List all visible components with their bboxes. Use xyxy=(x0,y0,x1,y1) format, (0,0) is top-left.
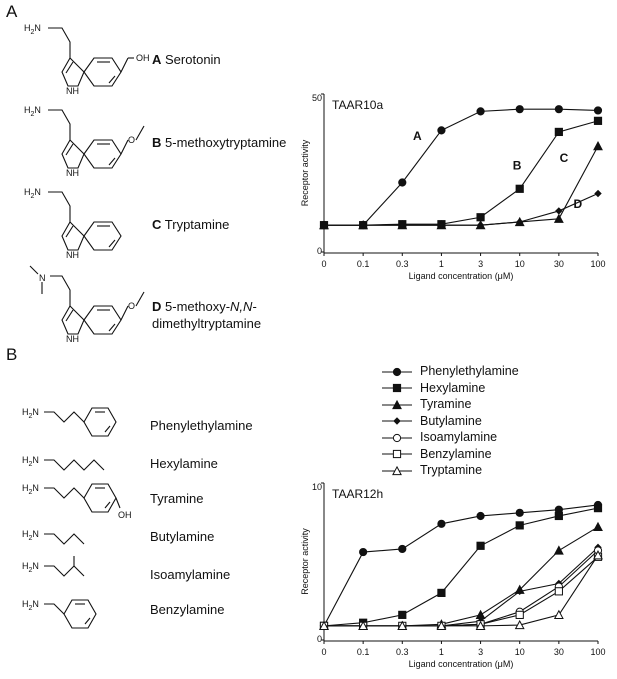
data-point xyxy=(594,117,601,124)
compound-tyramine: Tyramine xyxy=(150,491,204,506)
meo-dmt-n: N xyxy=(39,273,46,283)
data-point xyxy=(438,520,445,527)
x-tick-label: 1 xyxy=(438,259,444,269)
data-point xyxy=(438,127,445,134)
data-point xyxy=(477,542,484,549)
curve-label-a: A xyxy=(413,128,422,143)
compound-hexylamine: Hexylamine xyxy=(150,456,218,471)
compound-butylamine: Butylamine xyxy=(150,529,215,544)
methoxytryptamine-h2n: $H_2N$ xyxy=(24,105,41,118)
x-tick-label: 30 xyxy=(553,647,564,657)
compound-d-label: D 5-methoxy-N,N- dimethyltryptamine xyxy=(152,299,262,331)
methoxytryptamine-structure xyxy=(20,96,160,188)
data-point xyxy=(477,512,484,519)
chart-taar12h xyxy=(290,475,612,675)
x-tick-label: 30 xyxy=(553,259,564,269)
meo-dmt-nh: NH xyxy=(66,334,79,344)
data-point xyxy=(555,611,563,619)
legend-item xyxy=(380,430,497,445)
curve-label-c: C xyxy=(559,150,569,165)
legend-item xyxy=(380,414,482,429)
x-tick-label: 1 xyxy=(438,647,444,657)
data-point xyxy=(476,611,484,619)
x-tick-label: 100 xyxy=(590,647,606,657)
x-tick-label: 10 xyxy=(514,259,525,269)
benzylamine-h2n: $H_2N$ xyxy=(22,599,39,612)
compound-b-label: B 5-methoxytryptamine xyxy=(152,135,287,150)
legend-label: Benzylamine xyxy=(420,446,492,461)
chart-title: TAAR12h xyxy=(332,487,384,501)
tryptamine-structure xyxy=(20,178,150,268)
legend-label: Isoamylamine xyxy=(420,430,498,444)
legend-swatch xyxy=(380,447,414,461)
data-point xyxy=(516,522,523,529)
curve-label-b: B xyxy=(512,158,522,173)
legend-label: Tryptamine xyxy=(420,463,483,477)
legend-swatch xyxy=(380,365,414,379)
series-line xyxy=(324,146,598,225)
data-point xyxy=(555,106,562,113)
isoamylamine-h2n: $H_2N$ xyxy=(22,561,39,574)
x-tick-label: 0.3 xyxy=(396,647,409,657)
chart-title: TAAR10a xyxy=(332,98,384,112)
phenylethylamine-structure xyxy=(20,398,150,438)
compound-isoamylamine: Isoamylamine xyxy=(150,567,231,582)
x-axis-label: Ligand concentration (μM) xyxy=(408,659,514,669)
x-tick-label: 3 xyxy=(478,259,484,269)
panel-a-letter: A xyxy=(6,2,18,21)
compound-c-label: C Tryptamine xyxy=(152,217,230,232)
x-tick-label: 3 xyxy=(478,647,484,657)
y-tick-label: 0 xyxy=(316,634,322,644)
legend-item xyxy=(380,447,492,462)
y-axis-label: Receptor activity xyxy=(300,528,310,595)
meo-dmt-structure xyxy=(20,260,160,356)
data-point xyxy=(438,589,445,596)
x-tick-label: 0.3 xyxy=(396,259,409,269)
data-point xyxy=(555,588,562,595)
legend-marker xyxy=(394,418,400,424)
serotonin-nh: NH xyxy=(66,86,79,96)
legend-item xyxy=(380,364,519,379)
data-point xyxy=(399,611,406,618)
hexylamine-h2n: $H_2N$ xyxy=(22,455,39,468)
legend-item xyxy=(380,397,471,412)
legend-swatch xyxy=(380,431,414,445)
isoamylamine-structure xyxy=(20,554,130,588)
tryptamine-nh: NH xyxy=(66,250,79,260)
legend-marker xyxy=(393,385,400,392)
data-point xyxy=(516,509,523,516)
legend-label: Hexylamine xyxy=(420,380,486,395)
series-line xyxy=(324,527,598,626)
x-tick-label: 100 xyxy=(590,259,606,269)
series-line xyxy=(324,505,598,626)
legend-item xyxy=(380,381,485,396)
tyramine-oh: OH xyxy=(118,510,132,520)
y-tick-label: 0 xyxy=(316,246,322,256)
data-point xyxy=(555,546,563,554)
data-point xyxy=(556,208,562,214)
data-point xyxy=(399,179,406,186)
data-point xyxy=(594,505,601,512)
hexylamine-structure xyxy=(20,448,150,478)
series-line xyxy=(324,109,598,225)
legend-marker xyxy=(393,434,400,441)
data-point xyxy=(477,108,484,115)
legend-swatch xyxy=(380,381,414,395)
chart-taar10a xyxy=(290,80,612,285)
methoxytryptamine-nh: NH xyxy=(66,168,79,178)
axes xyxy=(300,93,606,281)
butylamine-h2n: $H_2N$ xyxy=(22,529,39,542)
legend-label: Phenylethylamine xyxy=(420,364,519,378)
curve-label-d: D xyxy=(573,196,583,211)
x-axis-label: Ligand concentration (μM) xyxy=(408,271,514,281)
legend-swatch xyxy=(380,414,414,428)
x-tick-label: 0.1 xyxy=(356,647,370,657)
phenylethylamine-h2n: $H_2N$ xyxy=(22,407,39,420)
data-point xyxy=(594,523,602,531)
data-point xyxy=(555,512,562,519)
legend-label: Tyramine xyxy=(420,397,472,411)
data-point xyxy=(594,107,601,114)
data-point xyxy=(399,545,406,552)
series-line xyxy=(324,508,598,626)
tyramine-h2n: $H_2N$ xyxy=(22,483,39,496)
x-tick-label: 0.1 xyxy=(356,259,370,269)
legend-swatch xyxy=(380,398,414,412)
butylamine-structure xyxy=(20,522,120,550)
data-point xyxy=(516,106,523,113)
x-tick-label: 0 xyxy=(321,259,327,269)
benzylamine-structure xyxy=(20,592,130,638)
data-point xyxy=(360,548,367,555)
compound-phenylethylamine: Phenylethylamine xyxy=(150,418,253,433)
tryptamine-h2n: $H_2N$ xyxy=(24,187,41,200)
y-axis-label: Receptor activity xyxy=(300,139,310,207)
x-tick-label: 10 xyxy=(514,647,525,657)
series-hexylamine xyxy=(320,505,601,630)
panel-b-letter: B xyxy=(6,345,18,364)
data-point xyxy=(555,128,562,135)
methoxytryptamine-o: O xyxy=(128,135,136,145)
y-tick-label: 10 xyxy=(311,482,322,492)
x-tick-label: 0 xyxy=(321,647,327,657)
data-point xyxy=(516,185,523,192)
data-point xyxy=(595,191,601,197)
series-phenylethylamine xyxy=(320,501,601,629)
chart-taar12h-legend xyxy=(380,364,610,482)
legend-label: Butylamine xyxy=(420,413,482,428)
compound-a-label: A Serotonin xyxy=(152,52,221,67)
serotonin-oh: OH xyxy=(136,53,150,63)
legend-marker xyxy=(393,368,400,375)
serotonin-h2n: $H_2N$ xyxy=(24,23,41,36)
data-point xyxy=(594,142,602,150)
serotonin-structure xyxy=(20,6,150,98)
data-point xyxy=(516,611,523,618)
y-tick-label: 50 xyxy=(311,93,322,103)
compound-benzylamine: Benzylamine xyxy=(150,602,225,617)
meo-dmt-o: O xyxy=(128,301,136,311)
data-point xyxy=(477,214,484,221)
legend-marker xyxy=(393,451,400,458)
